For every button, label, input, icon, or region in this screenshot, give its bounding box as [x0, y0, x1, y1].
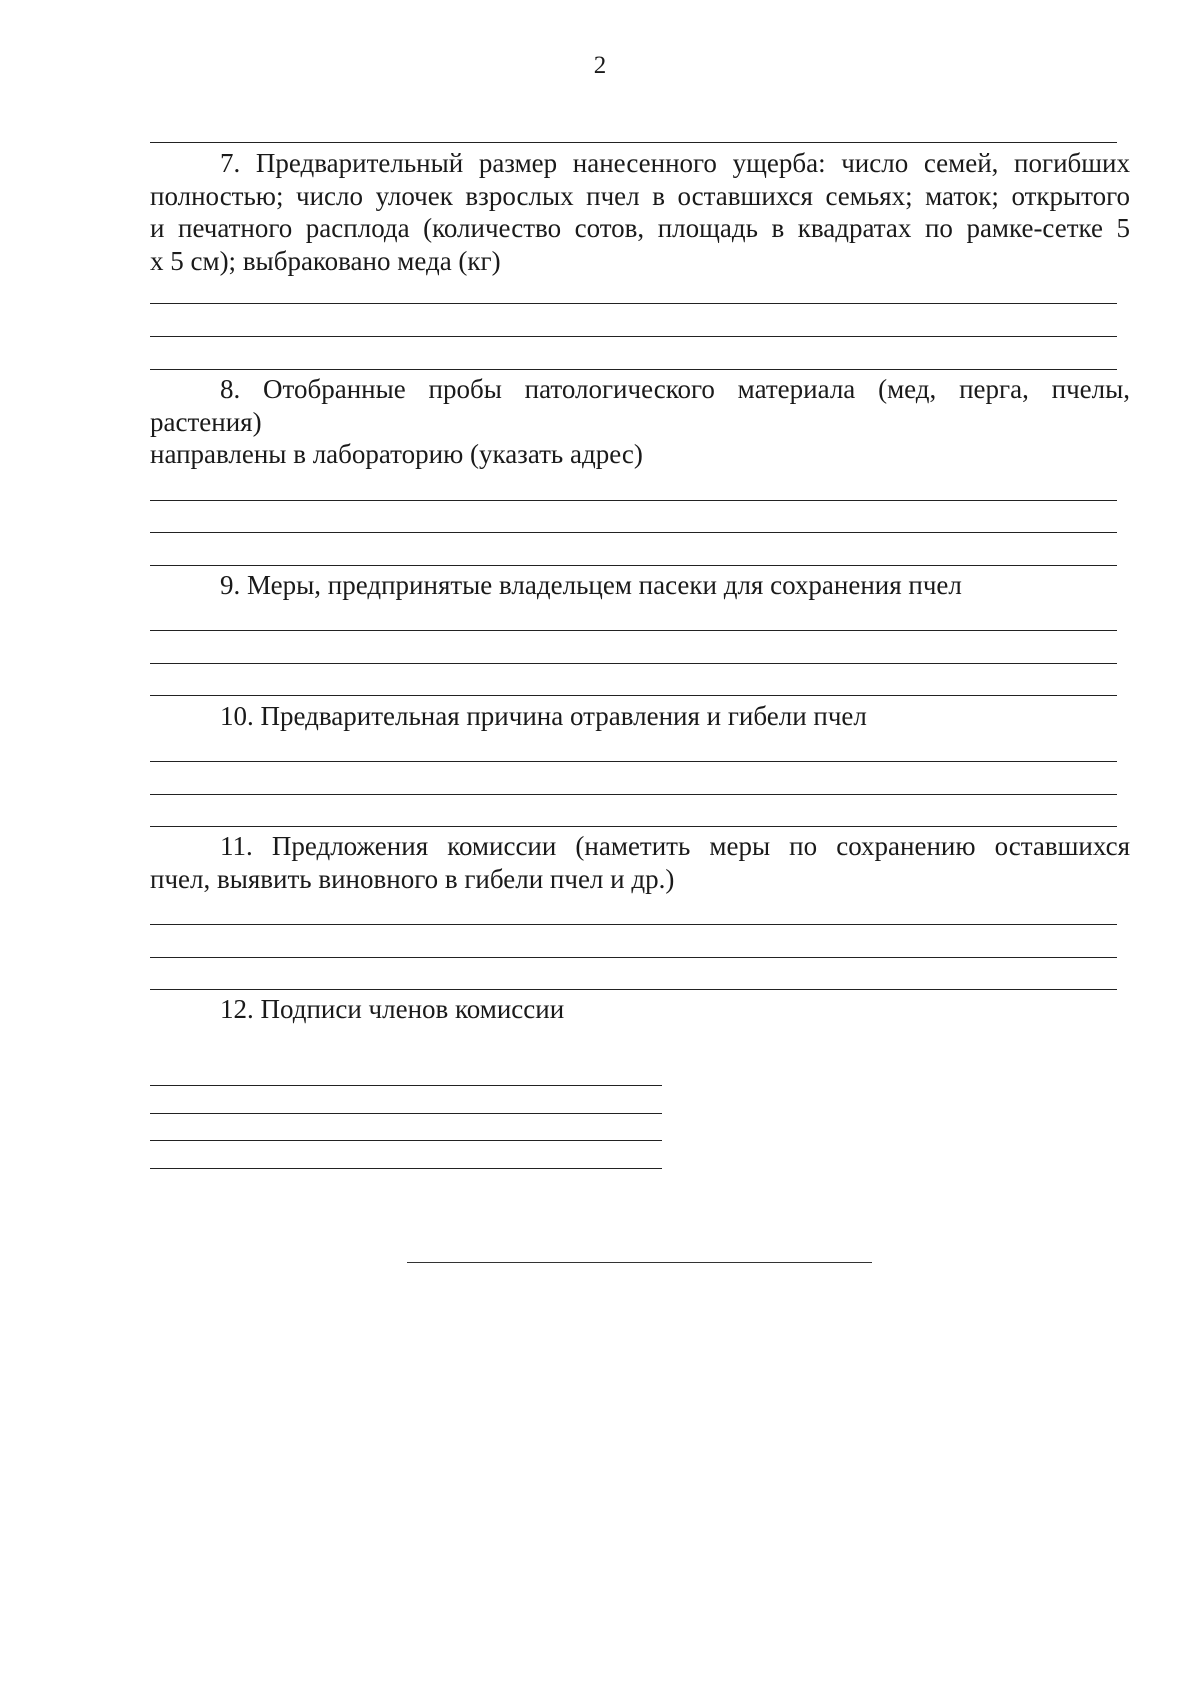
blank-line	[150, 695, 1117, 696]
blank-line	[150, 303, 1117, 304]
blank-line	[150, 630, 1117, 631]
item-8-text	[150, 373, 1130, 471]
signature-line	[150, 1140, 662, 1141]
blank-line	[150, 500, 1117, 501]
text-line: 10. Предварительная причина отравления и гибели пчел	[220, 701, 867, 731]
text-line: полностью; число улочек взрослых пчел в оставшихся семьях; маток; открытого	[150, 180, 1130, 211]
text-line: 11. Предложения комиссии (наметить меры по сохранению оставшихся	[220, 831, 1130, 861]
item-7-text	[150, 147, 1130, 277]
signature-line	[150, 1085, 662, 1086]
blank-line	[150, 663, 1117, 664]
blank-line	[150, 826, 1117, 827]
item-9-text	[150, 569, 1130, 602]
closing-rule	[407, 1262, 872, 1263]
signature-line	[150, 1113, 662, 1114]
blank-line	[150, 532, 1117, 533]
text-line: пчел, выявить виновного в гибели пчел и др.)	[150, 863, 675, 894]
blank-line	[150, 989, 1117, 990]
blank-line	[150, 957, 1117, 958]
blank-line	[150, 336, 1117, 337]
text-line: 8. Отобранные пробы патологического материала (мед, перга, пчелы,	[220, 374, 1130, 404]
blank-line	[150, 369, 1117, 370]
item-11-text	[150, 830, 1130, 895]
blank-line	[150, 924, 1117, 925]
blank-line	[150, 761, 1117, 762]
text-line: х 5 см); выбраковано меда (кг)	[150, 245, 501, 276]
blank-line	[150, 565, 1117, 566]
text-line: 7. Предварительный размер нанесенного ущерба: число семей, погибших	[220, 148, 1130, 178]
blank-line	[150, 794, 1117, 795]
item-10-text	[150, 700, 1130, 733]
text-line: и печатного расплода (количество сотов, площадь в квадратах по рамке-сетке 5	[150, 213, 1130, 243]
page-number: 2	[593, 52, 607, 79]
text-line: направлены в лабораторию (указать адрес)	[150, 439, 643, 469]
text-line: растения)	[150, 406, 262, 437]
blank-line	[150, 142, 1117, 143]
text-line: 9. Меры, предпринятые владельцем пасеки для сохранения пчел	[220, 570, 962, 600]
signature-line	[150, 1168, 662, 1169]
item-12-text	[150, 993, 1130, 1026]
text-line: 12. Подписи членов комиссии	[220, 994, 565, 1024]
